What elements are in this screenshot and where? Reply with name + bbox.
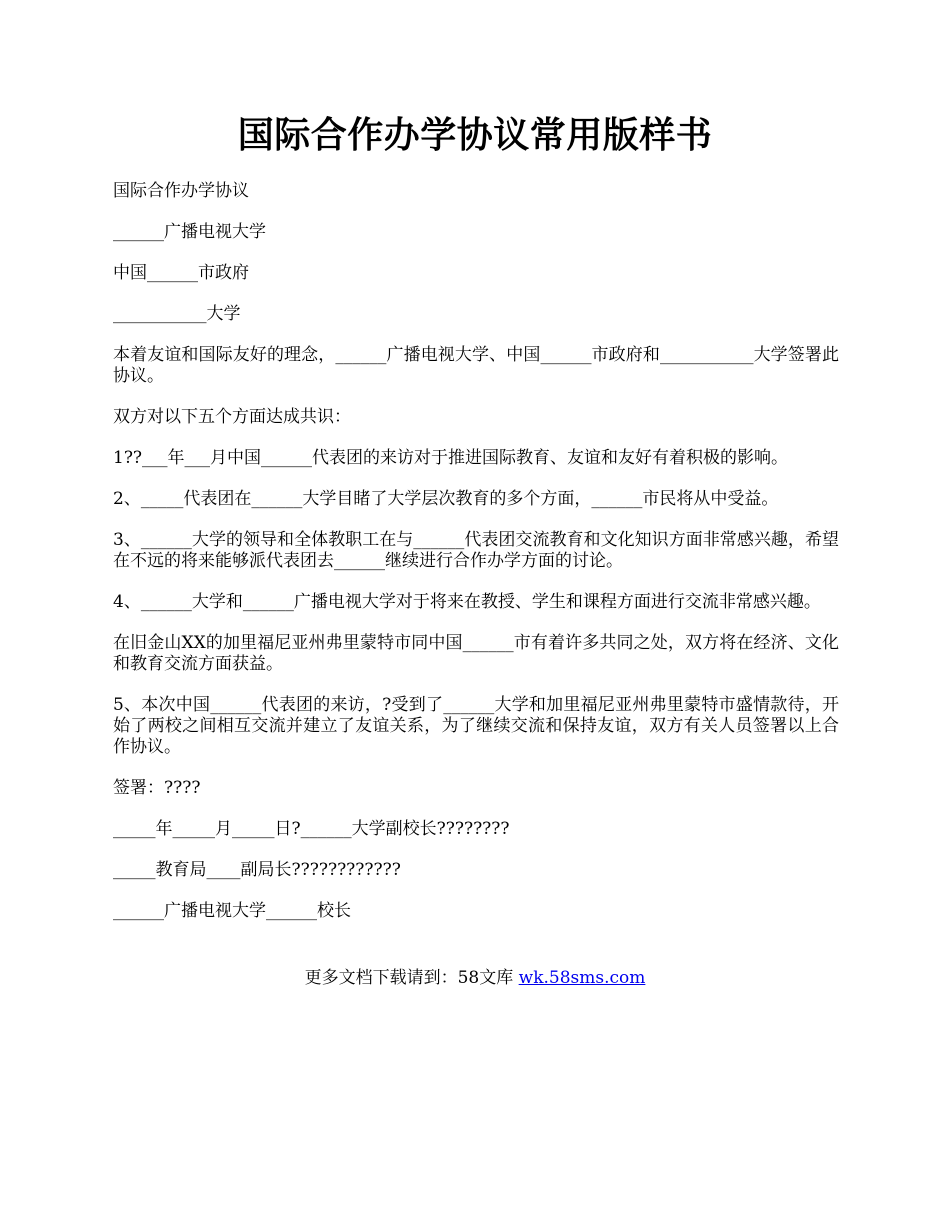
paragraph-party-city-government: 中国______市政府 bbox=[113, 263, 249, 283]
paragraph-item-1: 1??___年___月中国______代表团的来访对于推进国际教育、友谊和友好有着积极的影响。 bbox=[113, 448, 789, 468]
paragraph-signature-education-bureau: _____教育局____副局长???????????? bbox=[113, 860, 401, 880]
paragraph-item-4: 4、______大学和______广播电视大学对于将来在教授、学生和课程方面进行交流非常感兴趣。 bbox=[113, 592, 821, 612]
paragraph-signature-president: ______广播电视大学______校长 bbox=[113, 901, 351, 921]
download-footer bbox=[0, 968, 950, 989]
paragraph-signature-label: 签署：???? bbox=[113, 778, 201, 798]
paragraph-item-5: 5、本次中国______代表团的来访，?受到了______大学和加里福尼亚州弗里蒙特市盛情款待，开始了两校之间相互交流并建立了友谊关系，为了继续交流和保持友谊，双方有关人员签署以上合作协议。 bbox=[113, 695, 839, 757]
paragraph-item-3: 3、______大学的领导和全体教职工在与______代表团交流教育和文化知识方面非常感兴趣，希望在不远的将来能够派代表团去______继续进行合作办学方面的讨论。 bbox=[113, 530, 839, 571]
paragraph-item-2: 2、_____代表团在______大学目睹了大学层次教育的多个方面，______市民将从中受益。 bbox=[113, 489, 779, 509]
document-body bbox=[113, 181, 839, 942]
paragraph-consensus-intro: 双方对以下五个方面达成共识： bbox=[113, 407, 351, 427]
paragraph-party-tv-university: ______广播电视大学 bbox=[113, 222, 266, 242]
paragraph-preamble: 本着友谊和国际友好的理念，______广播电视大学、中国______市政府和___________大学签署此协议。 bbox=[113, 345, 839, 386]
footer-text: 更多文档下载请到：58文库 bbox=[304, 968, 514, 988]
footer-link[interactable]: wk.58sms.com bbox=[518, 968, 646, 988]
paragraph-heading: 国际合作办学协议 bbox=[113, 181, 249, 201]
paragraph-party-university: ___________大学 bbox=[113, 304, 241, 324]
document-title: 国际合作办学协议常用版样书 bbox=[237, 114, 713, 156]
paragraph-signature-vice-president: _____年_____月_____日?______大学副校长???????? bbox=[113, 819, 510, 839]
paragraph-city-note: 在旧金山XX的加里福尼亚州弗里蒙特市同中国______市有着许多共同之处，双方将在经济、文化和教育交流方面获益。 bbox=[113, 633, 839, 674]
